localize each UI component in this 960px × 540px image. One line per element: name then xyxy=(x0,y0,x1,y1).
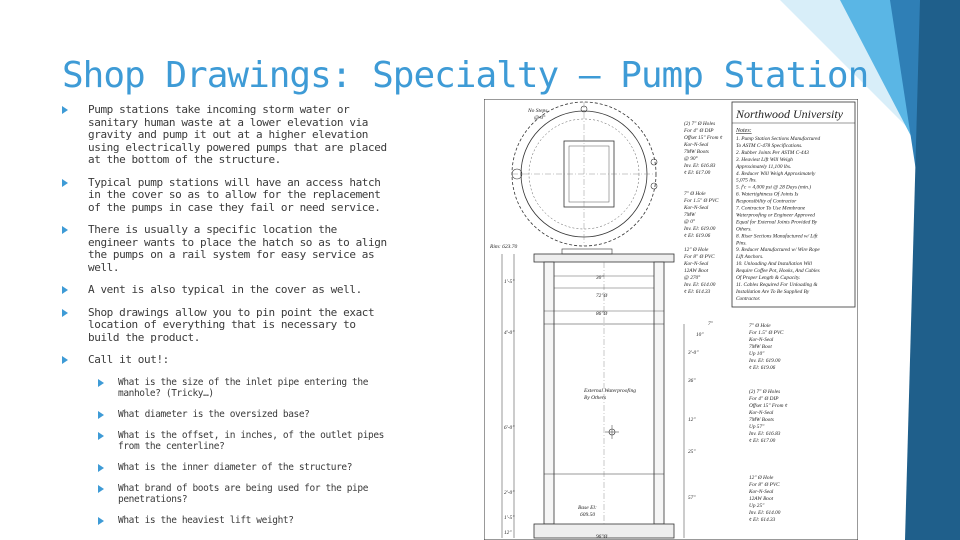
note-line: 10. Unloading And Installation Will xyxy=(736,261,812,268)
plan-callout-line: 12AW Boot xyxy=(684,268,709,274)
dimension-label: 1'-5" xyxy=(504,279,515,285)
company-name: Northwood University xyxy=(736,107,843,121)
note-line: Require Coffee Pot, Hooks, And Cables xyxy=(736,268,820,275)
elevation-callout-line: Kor-N-Seal xyxy=(749,337,774,343)
bullet-arrow-icon xyxy=(98,517,104,525)
dimension-label: 36" xyxy=(688,378,696,384)
sub-bullet-item: What is the inner diameter of the structure? xyxy=(62,462,392,473)
bullet-item: Call it out!: xyxy=(62,354,392,367)
dimension-label: 25" xyxy=(688,449,696,455)
note-line: Contractor. xyxy=(736,295,761,302)
pump-station-shop-drawing xyxy=(484,99,858,540)
note-line: 5. f'c = 4,000 psi @ 28 Days (min.) xyxy=(736,184,812,191)
bullet-arrow-icon xyxy=(62,309,68,317)
plan-callout-line: Kor-N-Seal xyxy=(684,261,709,267)
external-waterproofing-line1: External Waterproofing xyxy=(584,388,636,394)
elevation-callout-line: 12AW Boot xyxy=(749,496,774,502)
dimension-label: 12" xyxy=(504,530,512,536)
plan-callout-line: 7MW Boots xyxy=(684,149,709,155)
note-line: 2. Rubber Joints Per ASTM C-443 xyxy=(736,149,809,156)
note-line: Others. xyxy=(736,226,752,233)
dimension-label: 57" xyxy=(688,495,696,501)
elevation-callout-line: (2) 7" Ø Holes xyxy=(749,389,781,395)
elevation-callout-line: 12" Ø Hole xyxy=(749,475,774,481)
elevation-callout-line: ¢ El: 617.00 xyxy=(749,438,776,444)
note-line: 4. Reducer Will Weigh Approximately xyxy=(736,170,816,177)
rim-elevation: Rim: 623.70 xyxy=(490,244,518,250)
plan-callout-line: @ 0° xyxy=(684,219,695,225)
dimension-label: 96"Ø xyxy=(596,534,608,540)
elevation-callout-line: Inv. El: 616.83 xyxy=(749,431,781,437)
elevation-callout-line: ¢ El: 614.33 xyxy=(749,517,776,523)
plan-callout-line: For 8" Ø PVC xyxy=(684,254,715,260)
bullet-list xyxy=(62,104,392,536)
bullet-arrow-icon xyxy=(62,226,68,234)
plan-callout-line: ¢ El: 619.06 xyxy=(684,233,711,239)
bullet-item: Typical pump stations will have an access hatch in the cover so as to allow for the replacement of the pumps in case they fail or need service. xyxy=(62,177,392,215)
bullet-arrow-icon xyxy=(62,106,68,114)
dimension-label: 12" xyxy=(688,417,696,423)
elevation-callout-line: Up 25" xyxy=(749,503,765,509)
bullet-item: Shop drawings allow you to pin point the exact location of everything that is necessary to build the product. xyxy=(62,307,392,345)
elevation-callout-line: 7" Ø Hole xyxy=(749,323,771,329)
elevation-callout-line: Inv. El: 619.00 xyxy=(749,358,781,364)
no-steps-label: No Steps xyxy=(528,108,548,114)
note-line: 7. Contractor To Use Membrane xyxy=(736,205,806,212)
note-line: 5,075 lbs. xyxy=(736,177,757,184)
sub-bullet-item: What is the offset, in inches, of the outlet pipes from the centerline? xyxy=(62,430,392,452)
elevation-callout-line: Offset 15" From ¢ xyxy=(749,403,788,409)
base-elevation-value: 609.50 xyxy=(580,512,596,518)
bullet-item: Pump stations take incoming storm water or sanitary human waste at a lower elevation via gravity and pump it out at a higher elevation using electrically powered pumps that are placed at the bottom of the structure. xyxy=(62,104,392,167)
bullet-arrow-icon xyxy=(62,179,68,187)
elevation-callout-line: ¢ El: 619.06 xyxy=(749,365,776,371)
dimension-label: 3'-0" xyxy=(688,350,699,356)
note-line: Equal for External Joints Provided By xyxy=(736,219,818,226)
plan-callout-line: For 1.5" Ø PVC xyxy=(684,198,719,204)
note-line: 9. Reducer Manufactured w/ Wire Rope xyxy=(736,247,820,254)
plan-callout-line: Kor-N-Seal xyxy=(684,142,709,148)
bullet-arrow-icon xyxy=(98,432,104,440)
plan-callout-line: @ 270° xyxy=(684,275,701,281)
note-line: Pins. xyxy=(736,240,747,247)
sub-bullet-item: What is the heaviest lift weight? xyxy=(62,515,392,526)
dimension-label: 10" xyxy=(696,332,704,338)
dimension-label: 2'-0" xyxy=(504,490,515,496)
note-line: Of Proper Length & Capacity. xyxy=(736,275,801,281)
elevation-callout-line: Kor-N-Seal xyxy=(749,489,774,495)
note-line: Approximately 11,100 lbs. xyxy=(736,163,792,170)
plan-callout-line: 7" Ø Hole xyxy=(684,191,706,197)
bullet-item: There is usually a specific location the engineer wants to place the hatch so as to align the pumps on a rail system for easy service as well. xyxy=(62,224,392,274)
note-line: 3. Heaviest Lift Will Weigh xyxy=(736,156,793,163)
dimension-label: 4'-0" xyxy=(504,330,515,336)
note-line: To ASTM C-478 Specifications. xyxy=(736,142,803,149)
plan-callout-line: 7MW xyxy=(684,212,696,218)
note-line: Installation Are To Be Supplied By xyxy=(736,288,810,295)
plan-callout-line: For 4" Ø DIP xyxy=(684,128,714,134)
note-line: 8. Riser Sections Manufactured w/ Lift xyxy=(736,233,818,240)
sub-bullet-item: What brand of boots are being used for the pipe penetrations? xyxy=(62,483,392,505)
bullet-arrow-icon xyxy=(98,411,104,419)
plan-callout-line: Offset 15" From ¢ xyxy=(684,135,723,141)
elevation-callout-line: 7MW Boots xyxy=(749,417,774,423)
dimension-label: 72"Ø xyxy=(596,293,608,299)
dimension-label: 7" xyxy=(708,321,713,327)
plan-callout-line: @ 90° xyxy=(684,156,698,162)
plan-callout-line: 12" Ø Hole xyxy=(684,247,709,253)
bullet-arrow-icon xyxy=(62,356,68,364)
elevation-callout-line: Kor-N-Seal xyxy=(749,410,774,416)
dimension-label: 86"Ø xyxy=(596,311,608,317)
external-waterproofing-line2: By Others xyxy=(584,395,607,401)
plan-callout-line: (2) 7" Ø Holes xyxy=(684,121,716,127)
note-line: 1. Pump Station Sections Manufactured xyxy=(736,136,821,142)
sub-bullet-item: What is the size of the inlet pipe entering the manhole? (Tricky…) xyxy=(62,377,392,399)
bullet-arrow-icon xyxy=(98,485,104,493)
no-steps-angle: @ 0° xyxy=(534,115,546,121)
bullet-arrow-icon xyxy=(98,464,104,472)
bullet-item: A vent is also typical in the cover as well. xyxy=(62,284,392,297)
plan-callout-line: Inv. El: 614.00 xyxy=(684,282,716,288)
slide-title: Shop Drawings: Specialty – Pump Station xyxy=(62,55,869,96)
elevation-callout-line: Inv. El: 614.00 xyxy=(749,510,781,516)
bullet-arrow-icon xyxy=(62,286,68,294)
note-line: 11. Cables Required For Unloading & xyxy=(736,281,818,288)
dimension-label: 1'-5" xyxy=(504,515,515,521)
elevation-callout-line: For 1.5" Ø PVC xyxy=(749,330,784,336)
plan-callout-line: Inv. El: 619.00 xyxy=(684,226,716,232)
dimension-label: 6'-0" xyxy=(504,425,515,431)
base-elevation-label: Base El: xyxy=(578,505,597,511)
bullet-arrow-icon xyxy=(98,379,104,387)
note-line: Lift Anchors. xyxy=(736,254,764,261)
elevation-callout-line: For 8" Ø PVC xyxy=(749,482,780,488)
plan-callout-line: Inv. El: 616.83 xyxy=(684,163,716,169)
plan-callout-line: ¢ El: 617.00 xyxy=(684,170,711,176)
elevation-callout-line: For 4" Ø DIP xyxy=(749,396,779,402)
note-line: 6. Watertightness Of Joints Is xyxy=(736,191,799,198)
plan-callout-line: ¢ El: 614.33 xyxy=(684,289,711,295)
notes-heading: Notes: xyxy=(736,128,752,134)
elevation-callout-line: Up 10" xyxy=(749,351,765,357)
dimension-label: 30" xyxy=(596,275,604,281)
elevation-callout-line: Up 57" xyxy=(749,424,765,430)
note-line: Responsibility of Contractor xyxy=(736,198,797,205)
plan-callout-line: Kor-N-Seal xyxy=(684,205,709,211)
note-line: Waterproofing or Engineer Approved xyxy=(736,212,815,219)
elevation-callout-line: 7MW Boot xyxy=(749,344,772,350)
sub-bullet-item: What diameter is the oversized base? xyxy=(62,409,392,420)
